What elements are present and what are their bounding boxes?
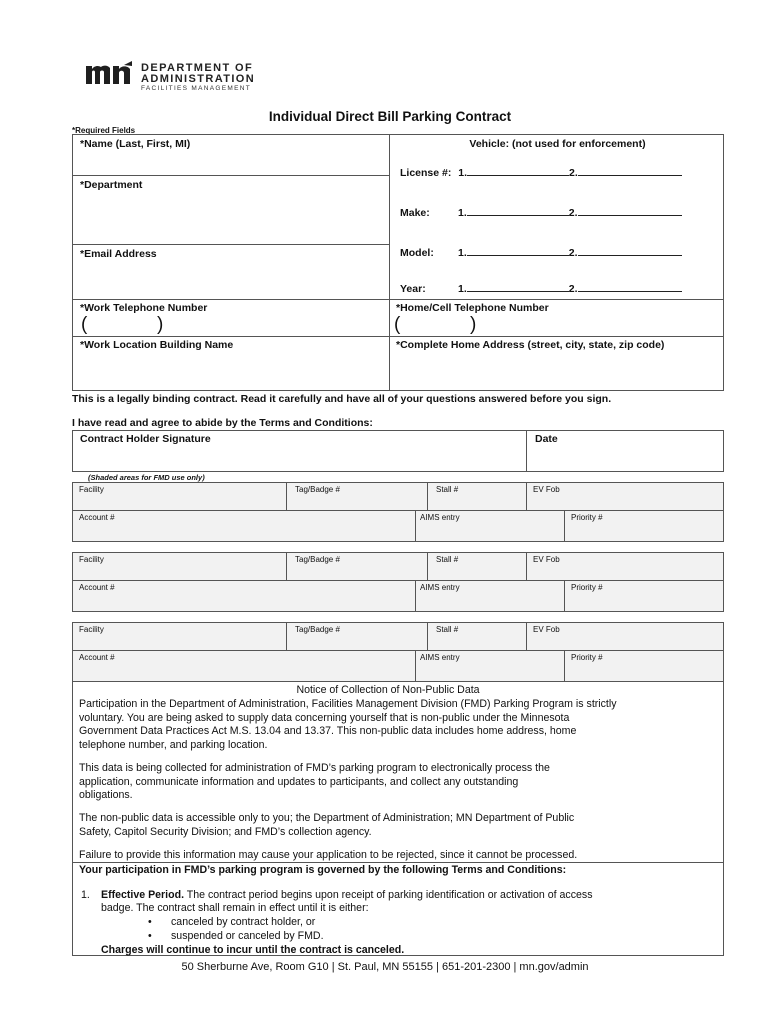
make-1-input[interactable] [467, 205, 569, 216]
fmd-tag-cell: Tag/Badge # [286, 622, 428, 651]
logo-line3: FACILITIES MANAGEMENT [141, 85, 252, 92]
home-phone-field[interactable] [389, 299, 724, 337]
fmd-ev-cell: EV Fob [526, 482, 724, 511]
bullet-1-icon: • [148, 916, 152, 928]
vehicle-heading: Vehicle: (not used for enforcement) [469, 138, 646, 150]
fmd-account-cell: Account # [72, 580, 416, 612]
fmd-priority-cell: Priority # [564, 650, 724, 682]
fmd-account-cell: Account # [72, 650, 416, 682]
logo-line1: DEPARTMENT OF [141, 62, 254, 74]
term-1-number: 1. [81, 889, 90, 901]
fmd-facility-cell: Facility [72, 622, 287, 651]
work-building-field[interactable] [72, 336, 390, 391]
year-label: Year: [400, 283, 426, 295]
fmd-facility-cell: Facility [72, 482, 287, 511]
fmd-priority-cell: Priority # [564, 580, 724, 612]
fmd-ev-cell: EV Fob [526, 622, 724, 651]
year-1-input[interactable] [467, 281, 569, 292]
notice-p1: Participation in the Department of Administration, Facilities Management Division (FMD) Parking Program is strictly voluntary. You are being asked to supply data concerning yourself that is non-public under the Minnesota Government Data Practices Act M.S. 13.04 and 13.37. This non-public data includes home address, home telephone number, and parking location. [79, 698, 617, 751]
license-row: License #: 1. 2. [400, 165, 682, 179]
email-label: *Email Address [80, 248, 157, 260]
bullet-2-text: suspended or canceled by FMD. [171, 930, 324, 942]
legal-notice: This is a legally binding contract. Read it carefully and have all of your questions answered before you sign. [72, 393, 612, 405]
date-field[interactable] [526, 430, 724, 472]
fmd-tag-cell: Tag/Badge # [286, 482, 428, 511]
bullet-1-text: canceled by contract holder, or [171, 916, 316, 928]
license-2-input[interactable] [578, 165, 682, 176]
fmd-block-3 [72, 622, 724, 682]
fmd-ev-cell: EV Fob [526, 552, 724, 581]
year-row: Year: 1. 2. [400, 281, 682, 295]
fmd-account-cell: Account # [72, 510, 416, 542]
department-label: *Department [80, 179, 143, 191]
home-phone-label: *Home/Cell Telephone Number [396, 302, 549, 314]
email-field[interactable] [72, 244, 390, 300]
notice-p4: Failure to provide this information may cause your application to be rejected, since it cannot be processed. [79, 849, 578, 861]
work-phone-label: *Work Telephone Number [80, 302, 208, 314]
notice-box [72, 681, 724, 863]
signature-field[interactable] [72, 430, 527, 472]
terms-box [72, 862, 724, 956]
fmd-stall-cell: Stall # [427, 622, 527, 651]
model-row: Model: 1. 2. [400, 245, 682, 259]
home-phone-paren-open: ( [394, 314, 401, 335]
license-label: License #: [400, 167, 452, 179]
year-2-input[interactable] [578, 281, 682, 292]
footer-contact: 50 Sherburne Ave, Room G10 | St. Paul, MN 55155 | 651-201-2300 | mn.gov/admin [181, 961, 589, 973]
fmd-block-1 [72, 482, 724, 542]
work-building-label: *Work Location Building Name [80, 339, 234, 351]
home-phone-paren-close: ) [470, 314, 477, 335]
term-1-title: Effective Period. [101, 889, 185, 901]
vehicle-panel [389, 134, 724, 300]
fmd-tag-cell: Tag/Badge # [286, 552, 428, 581]
notice-heading: Notice of Collection of Non-Public Data [296, 684, 480, 696]
model-label: Model: [400, 247, 434, 259]
logo-line2: ADMINISTRATION [141, 73, 256, 85]
signature-label: Contract Holder Signature [80, 433, 211, 445]
make-label: Make: [400, 207, 430, 219]
fmd-aims-cell: AIMS entry [415, 580, 565, 612]
fmd-priority-cell: Priority # [564, 510, 724, 542]
name-label: *Name (Last, First, MI) [80, 138, 191, 150]
required-note: *Required Fields [72, 126, 136, 135]
name-field[interactable] [72, 134, 390, 176]
charges-note: Charges will continue to incur until the contract is canceled. [101, 944, 405, 956]
fmd-block-2 [72, 552, 724, 612]
work-phone-paren-open: ( [81, 314, 88, 335]
term-1-text: Effective Period. The contract period begins upon receipt of parking identification or activation of access [101, 889, 593, 901]
fmd-facility-cell: Facility [72, 552, 287, 581]
mn-logo-icon [84, 60, 134, 86]
department-field[interactable] [72, 175, 390, 245]
make-2-input[interactable] [578, 205, 682, 216]
home-address-label: *Complete Home Address (street, city, state, zip code) [396, 339, 665, 351]
model-1-input[interactable] [467, 245, 569, 256]
notice-p3: The non-public data is accessible only to you; the Department of Administration; MN Department of Public Safety, Capitol Security Division; and FMD’s collection agency. [79, 812, 575, 838]
notice-p2: This data is being collected for administration of FMD’s parking program to electronically process the application, communicate information and updates to participants, and collect any outstanding obligations. [79, 762, 550, 802]
fmd-stall-cell: Stall # [427, 552, 527, 581]
make-row: Make: 1. 2. [400, 205, 682, 219]
fmd-use-note: (Shaded areas for FMD use only) [88, 473, 205, 482]
term-1-line2: badge. The contract shall remain in effect until it is either: [101, 902, 369, 914]
fmd-aims-cell: AIMS entry [415, 650, 565, 682]
license-1-input[interactable] [467, 165, 569, 176]
home-address-field[interactable] [389, 336, 724, 391]
bullet-2-icon: • [148, 930, 152, 942]
page-title: Individual Direct Bill Parking Contract [268, 109, 512, 124]
fmd-stall-cell: Stall # [427, 482, 527, 511]
terms-heading: Your participation in FMD’s parking program is governed by the following Terms and Conditions: [79, 864, 567, 876]
date-label: Date [535, 433, 558, 445]
model-2-input[interactable] [578, 245, 682, 256]
work-phone-paren-close: ) [157, 314, 164, 335]
fmd-aims-cell: AIMS entry [415, 510, 565, 542]
work-phone-field[interactable] [72, 299, 390, 337]
agree-text: I have read and agree to abide by the Terms and Conditions: [72, 417, 373, 429]
